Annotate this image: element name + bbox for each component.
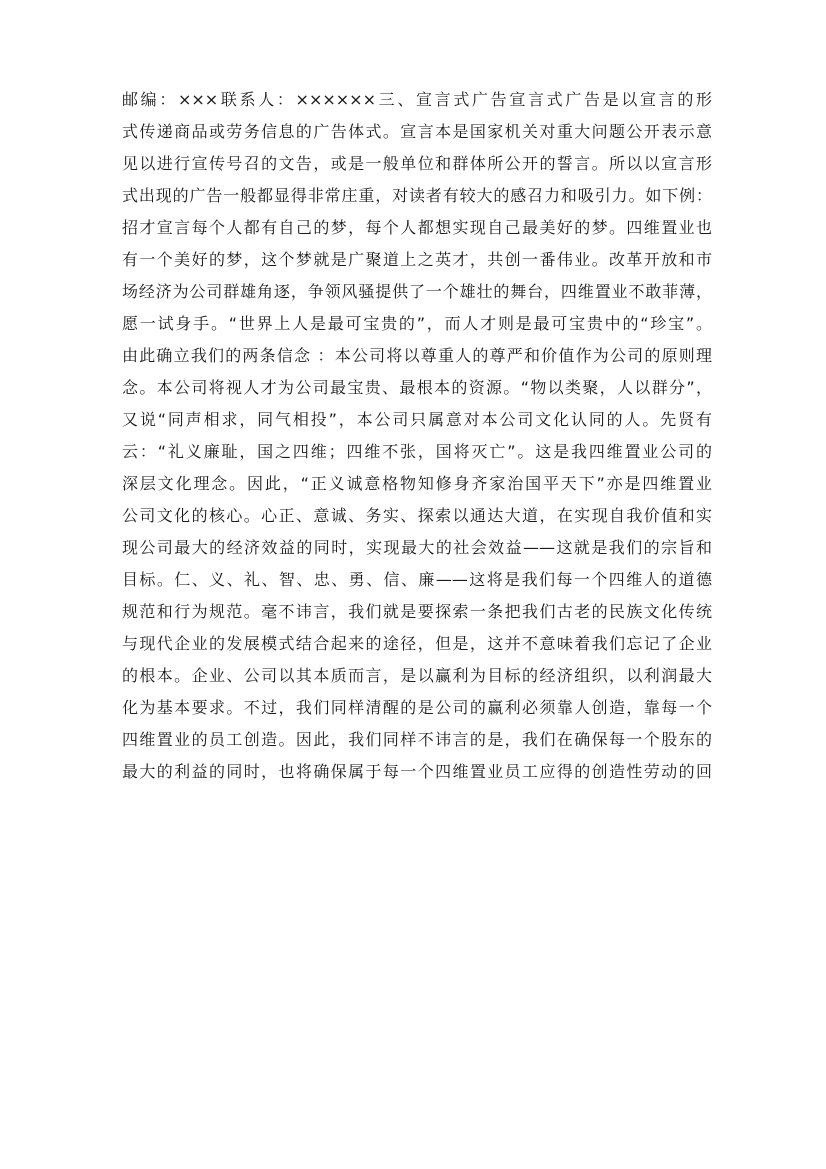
text-line: 有一个美好的梦，这个梦就是广聚道上之英才，共创一番伟业。改革开放和市 [122, 250, 712, 269]
text-line: 现公司最大的经济效益的同时，实现最大的社会效益——这就是我们的宗旨和 [122, 538, 712, 557]
text-line: 四维置业的员工创造。因此，我们同样不讳言的是，我们在确保每一个股东的 [122, 730, 712, 749]
text-line: 规范和行为规范。毫不讳言，我们就是要探索一条把我们古老的民族文化传统 [122, 602, 712, 621]
text-line: 招才宣言每个人都有自己的梦，每个人都想实现自己最美好的梦。四维置业也 [122, 218, 712, 237]
text-line: 由此确立我们的两条信念 ：本公司将以尊重人的尊严和价值作为公司的原则理 [122, 346, 712, 365]
body-text [122, 84, 712, 788]
text-line: 化为基本要求。不过，我们同样清醒的是公司的赢利必须靠人创造，靠每一个 [122, 698, 712, 717]
text-line: 云：“礼义廉耻，国之四维；四维不张，国将灭亡”。这是我四维置业公司的 [122, 442, 712, 461]
text-line: 式传递商品或劳务信息的广告体式。宣言本是国家机关对重大问题公开表示意 [122, 122, 712, 141]
text-line: 与现代企业的发展模式结合起来的途径，但是，这并不意味着我们忘记了企业 [122, 634, 712, 653]
text-line: 的根本。企业、公司以其本质而言，是以赢利为目标的经济组织，以利润最大 [122, 666, 712, 685]
text-line: 场经济为公司群雄角逐，争领风骚提供了一个雄壮的舞台，四维置业不敢菲薄， [122, 282, 712, 301]
text-line: 式出现的广告一般都显得非常庄重，对读者有较大的感召力和吸引力。如下例： [122, 186, 712, 205]
text-line: 深层文化理念。因此，“正义诚意格物知修身齐家治国平天下”亦是四维置业 [122, 474, 712, 493]
text-line: 目标。仁、义、礼、智、忠、勇、信、廉——这将是我们每一个四维人的道德 [122, 570, 712, 589]
text-line: 最大的利益的同时，也将确保属于每一个四维置业员工应得的创造性劳动的回 [122, 762, 712, 781]
text-line: 见以进行宣传号召的文告，或是一般单位和群体所公开的誓言。所以以宣言形 [122, 154, 712, 173]
text-line: 公司文化的核心。心正、意诚、务实、探索以通达大道，在实现自我价值和实 [122, 506, 712, 525]
text-line: 愿一试身手。“世界上人是最可宝贵的”，而人才则是最可宝贵中的“珍宝”。 [122, 314, 712, 333]
text-line: 邮编：×××联系人：××××××三、宣言式广告宣言式广告是以宣言的形 [122, 90, 712, 109]
text-line: 又说“同声相求，同气相投”，本公司只属意对本公司文化认同的人。先贤有 [122, 410, 712, 429]
text-line: 念。本公司将视人才为公司最宝贵、最根本的资源。“物以类聚，人以群分”， [122, 378, 712, 397]
